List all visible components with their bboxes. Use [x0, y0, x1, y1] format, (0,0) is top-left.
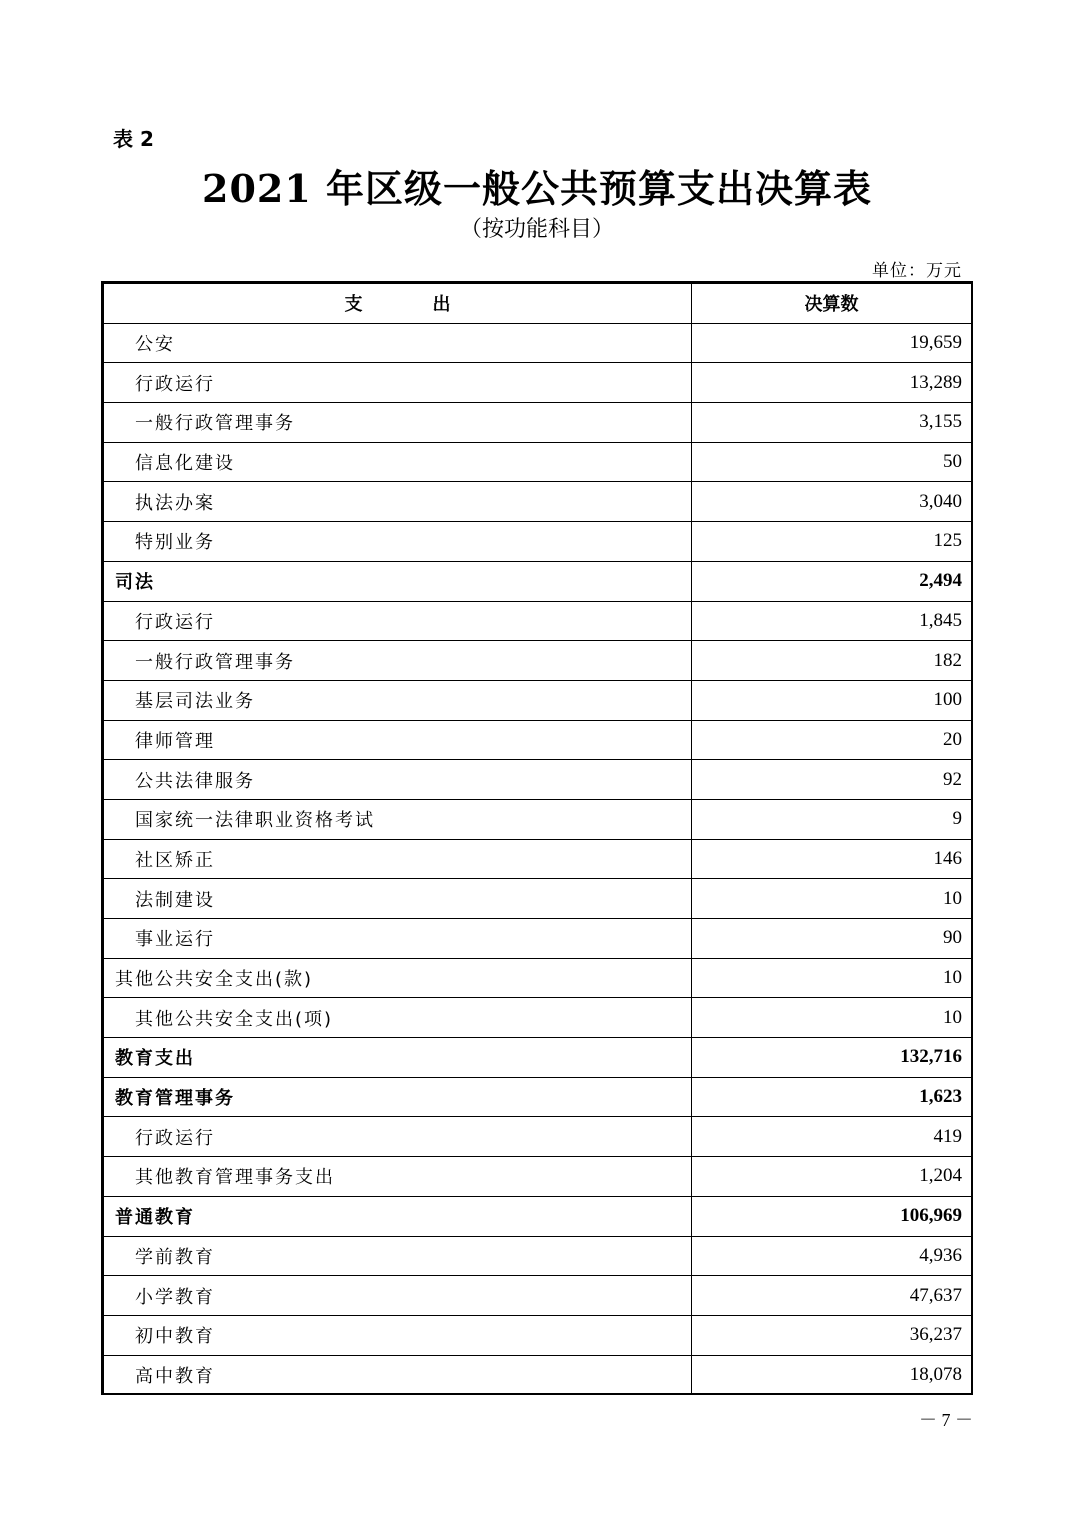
row-item-value: 3,155: [692, 403, 972, 443]
expenditure-table-grid: [103, 283, 972, 1395]
page-subtitle: （按功能科目）: [459, 217, 614, 242]
row-item-name: 教育管理事务: [104, 1077, 692, 1117]
row-item-value: 90: [692, 919, 972, 959]
row-item-value: 20: [692, 720, 972, 760]
header-final-amount: 决算数: [692, 284, 972, 324]
table-row: [104, 958, 972, 998]
row-item-name: 法制建设: [104, 879, 692, 919]
row-item-name: 公共法律服务: [104, 760, 692, 800]
page-number: － 7 －: [919, 1410, 973, 1430]
table-row: [104, 1157, 972, 1197]
row-item-value: 13,289: [692, 363, 972, 403]
row-item-value: 146: [692, 839, 972, 879]
row-item-name: 初中教育: [104, 1315, 692, 1355]
table-row: [104, 680, 972, 720]
row-item-value: 47,637: [692, 1276, 972, 1316]
row-item-value: 10: [692, 958, 972, 998]
table-row: [104, 1196, 972, 1236]
row-item-name: 一般行政管理事务: [104, 641, 692, 681]
table-row: [104, 442, 972, 482]
row-item-name: 普通教育: [104, 1196, 692, 1236]
row-item-value: 9: [692, 799, 972, 839]
table-row: [104, 323, 972, 363]
row-item-name: 信息化建设: [104, 442, 692, 482]
expenditure-table: [101, 281, 973, 1395]
row-item-name: 小学教育: [104, 1276, 692, 1316]
row-item-value: 10: [692, 998, 972, 1038]
table-row: [104, 1117, 972, 1157]
row-item-value: 419: [692, 1117, 972, 1157]
table-row: [104, 799, 972, 839]
table-row: [104, 1315, 972, 1355]
row-item-name: 律师管理: [104, 720, 692, 760]
table-row: [104, 1276, 972, 1316]
table-row: [104, 1038, 972, 1078]
table-row: [104, 1355, 972, 1395]
row-item-name: 社区矫正: [104, 839, 692, 879]
row-item-value: 92: [692, 760, 972, 800]
table-row: [104, 403, 972, 443]
row-item-name: 公安: [104, 323, 692, 363]
row-item-name: 其他教育管理事务支出: [104, 1157, 692, 1197]
table-row: [104, 561, 972, 601]
row-item-value: 106,969: [692, 1196, 972, 1236]
row-item-value: 125: [692, 522, 972, 562]
row-item-value: 4,936: [692, 1236, 972, 1276]
row-item-value: 182: [692, 641, 972, 681]
table-row: [104, 998, 972, 1038]
row-item-name: 教育支出: [104, 1038, 692, 1078]
row-item-value: 10: [692, 879, 972, 919]
row-item-name: 行政运行: [104, 363, 692, 403]
row-item-name: 学前教育: [104, 1236, 692, 1276]
table-body: [104, 323, 972, 1395]
table-row: [104, 482, 972, 522]
header-expenditure: 支出: [104, 284, 692, 324]
row-item-name: 执法办案: [104, 482, 692, 522]
table-row: [104, 363, 972, 403]
table-row: [104, 720, 972, 760]
table-row: [104, 839, 972, 879]
row-item-value: 1,845: [692, 601, 972, 641]
row-item-name: 国家统一法律职业资格考试: [104, 799, 692, 839]
table-header-row: [104, 284, 972, 324]
row-item-value: 50: [692, 442, 972, 482]
table-row: [104, 760, 972, 800]
table-row: [104, 641, 972, 681]
table-label: 表 2: [113, 127, 154, 151]
row-item-name: 基层司法业务: [104, 680, 692, 720]
row-item-value: 3,040: [692, 482, 972, 522]
row-item-name: 一般行政管理事务: [104, 403, 692, 443]
table-row: [104, 919, 972, 959]
page-title: 2021 年区级一般公共预算支出决算表: [202, 166, 872, 211]
row-item-value: 2,494: [692, 561, 972, 601]
table-row: [104, 1077, 972, 1117]
row-item-value: 1,204: [692, 1157, 972, 1197]
row-item-name: 行政运行: [104, 601, 692, 641]
table-row: [104, 522, 972, 562]
unit-label: 单位：万元: [872, 261, 962, 281]
row-item-name: 其他公共安全支出(款): [104, 958, 692, 998]
row-item-value: 100: [692, 680, 972, 720]
row-item-name: 高中教育: [104, 1355, 692, 1395]
row-item-name: 司法: [104, 561, 692, 601]
row-item-name: 特别业务: [104, 522, 692, 562]
row-item-value: 132,716: [692, 1038, 972, 1078]
row-item-name: 其他公共安全支出(项): [104, 998, 692, 1038]
table-row: [104, 601, 972, 641]
row-item-value: 36,237: [692, 1315, 972, 1355]
row-item-value: 1,623: [692, 1077, 972, 1117]
table-row: [104, 1236, 972, 1276]
row-item-value: 18,078: [692, 1355, 972, 1395]
row-item-name: 事业运行: [104, 919, 692, 959]
row-item-value: 19,659: [692, 323, 972, 363]
row-item-name: 行政运行: [104, 1117, 692, 1157]
table-row: [104, 879, 972, 919]
